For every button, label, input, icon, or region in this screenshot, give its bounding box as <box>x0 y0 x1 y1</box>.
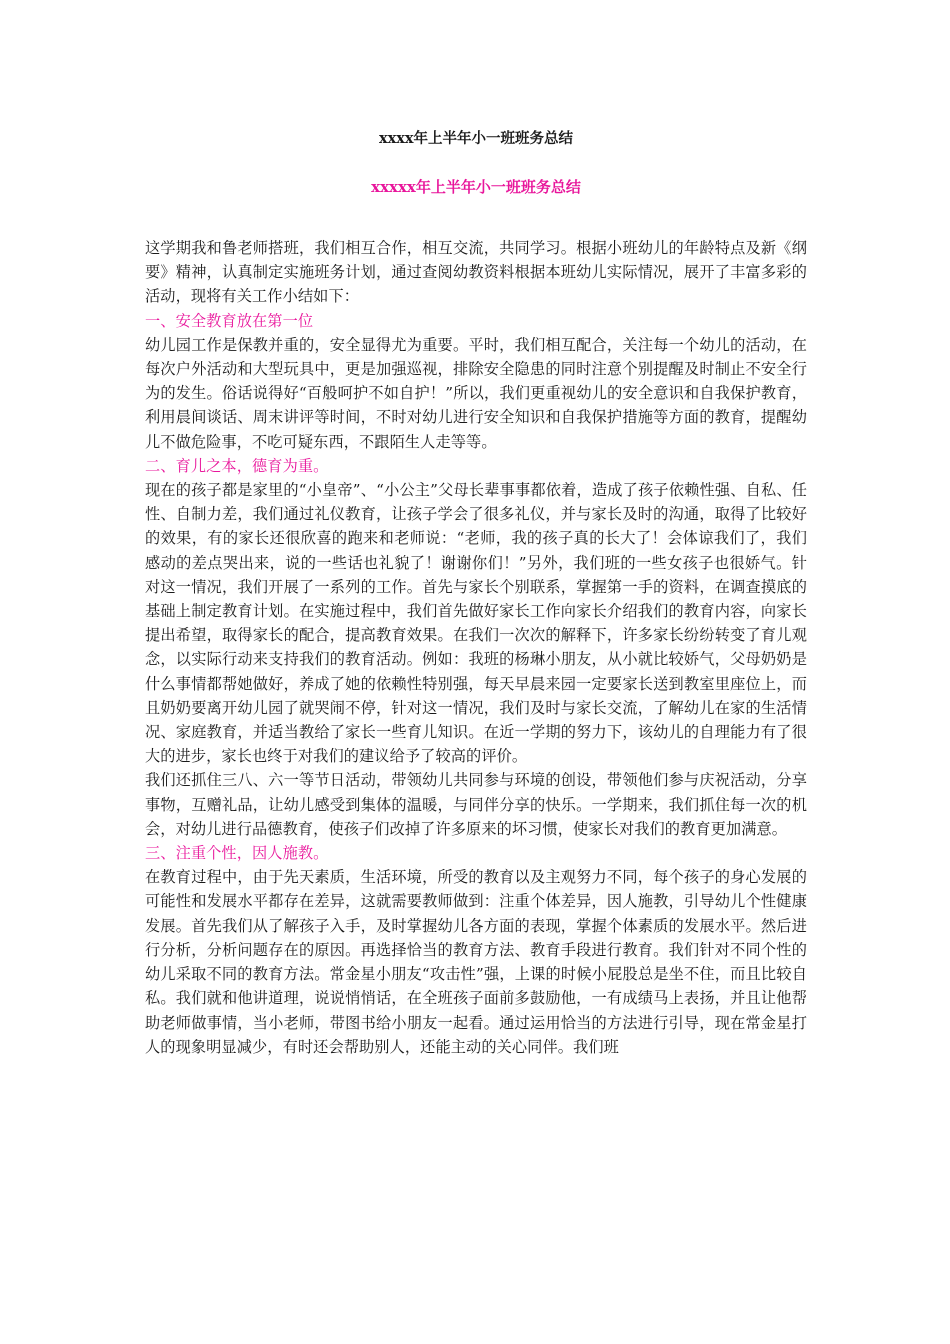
section-heading-moral-education: 二、育儿之本，德育为重。 <box>145 456 329 475</box>
document-title: xxxx年上半年小一班班务总结 <box>378 130 574 147</box>
section-paragraph: 现在的孩子都是家里的“小皇帝”、“小公主”父母长辈事事都依着，造成了孩子依赖性强、自私、任性、自制力差，我们通过礼仪教育，让孩子学会了很多礼仪，并与家长及时的沟通，取得了比较好的效果，有的家长还很欣喜的跑来和老师说：“老师，我的孩子真的长大了！会体谅我们了，我们感动的差点哭出来，说的一些话也礼貌了！谢谢你们！”另外，我们班的一些女孩子也很娇气。针对这一情况，我们开展了一系列的工作。首先与家长个别联系，掌握第一手的资料，在调查摸底的基础上制定教育计划。在实施过程中，我们首先做好家长工作向家长介绍我们的教育内容，向家长提出希望，取得家长的配合，提高教育效果。在我们一次次的解释下，许多家长纷纷转变了育儿观念，以实际行动来支持我们的教育活动。例如：我班的杨琳小朋友，从小就比较娇气，父母奶奶是什么事情都帮她做好，养成了她的依赖性特别强，每天早晨来园一定要家长送到教室里座位上，而且奶奶要离开幼儿园了就哭闹不停，针对这一情况，我们及时与家长交流，了解幼儿在家的生活情况、家庭教育，并适当教给了家长一些育儿知识。在近一学期的努力下，该幼儿的自理能力有了很大的进步，家长也终于对我们的建议给予了较高的评价。 <box>145 481 807 766</box>
section-heading-safety: 一、安全教育放在第一位 <box>145 311 314 330</box>
section-heading-individuality: 三、注重个性，因人施教。 <box>145 844 329 863</box>
document-body <box>145 236 807 1059</box>
section-paragraph: 幼儿园工作是保教并重的，安全显得尤为重要。平时，我们相互配合，关注每一个幼儿的活动，在每次户外活动和大型玩具中，更是加强巡视，排除安全隐患的同时注意个别提醒及时制止不安全行为的发生。俗话说得好“百般呵护不如自护！”所以，我们更重视幼儿的安全意识和自我保护教育，利用晨间谈话、周末讲评等时间，不时对幼儿进行安全知识和自我保护措施等方面的教育，提醒幼儿不做危险事，不吃可疑东西，不跟陌生人走等等。 <box>145 335 807 451</box>
intro-paragraph: 这学期我和鲁老师搭班，我们相互合作，相互交流，共同学习。根据小班幼儿的年龄特点及新《纲要》精神，认真制定实施班务计划，通过查阅幼教资料根据本班幼儿实际情况，展开了丰富多彩的活动，现将有关工作小结如下： <box>145 239 807 306</box>
section-paragraph: 我们还抓住三八、六一等节日活动，带领幼儿共同参与环境的创设，带领他们参与庆祝活动，分享事物，互赠礼品，让幼儿感受到集体的温暖，与同伴分享的快乐。一学期来，我们抓住每一次的机会，对幼儿进行品德教育，使孩子们改掉了许多原来的坏习惯，使家长对我们的教育更加满意。 <box>145 771 807 838</box>
section-paragraph: 在教育过程中，由于先天素质，生活环境，所受的教育以及主观努力不同，每个孩子的身心发展的可能性和发展水平都存在差异，这就需要教师做到：注重个体差异，因人施教，引导幼儿个性健康发展。首先我们从了解孩子入手，及时掌握幼儿各方面的表现，掌握个体素质的发展水平。然后进行分析，分析问题存在的原因。再选择恰当的教育方法、教育手段进行教育。我们针对不同个性的幼儿采取不同的教育方法。常金星小朋友“攻击性”强，上课的时候小屁股总是坐不住，而且比较自私。我们就和他讲道理，说说悄悄话，在全班孩子面前多鼓励他，一有成绩马上表扬，并且让他帮助老师做事情，当小老师，带图书给小朋友一起看。通过运用恰当的方法进行引导，现在常金星打人的现象明显减少，有时还会帮助别人，还能主动的关心同伴。我们班 <box>145 868 807 1056</box>
document-subtitle: xxxxx年上半年小一班班务总结 <box>371 178 581 196</box>
